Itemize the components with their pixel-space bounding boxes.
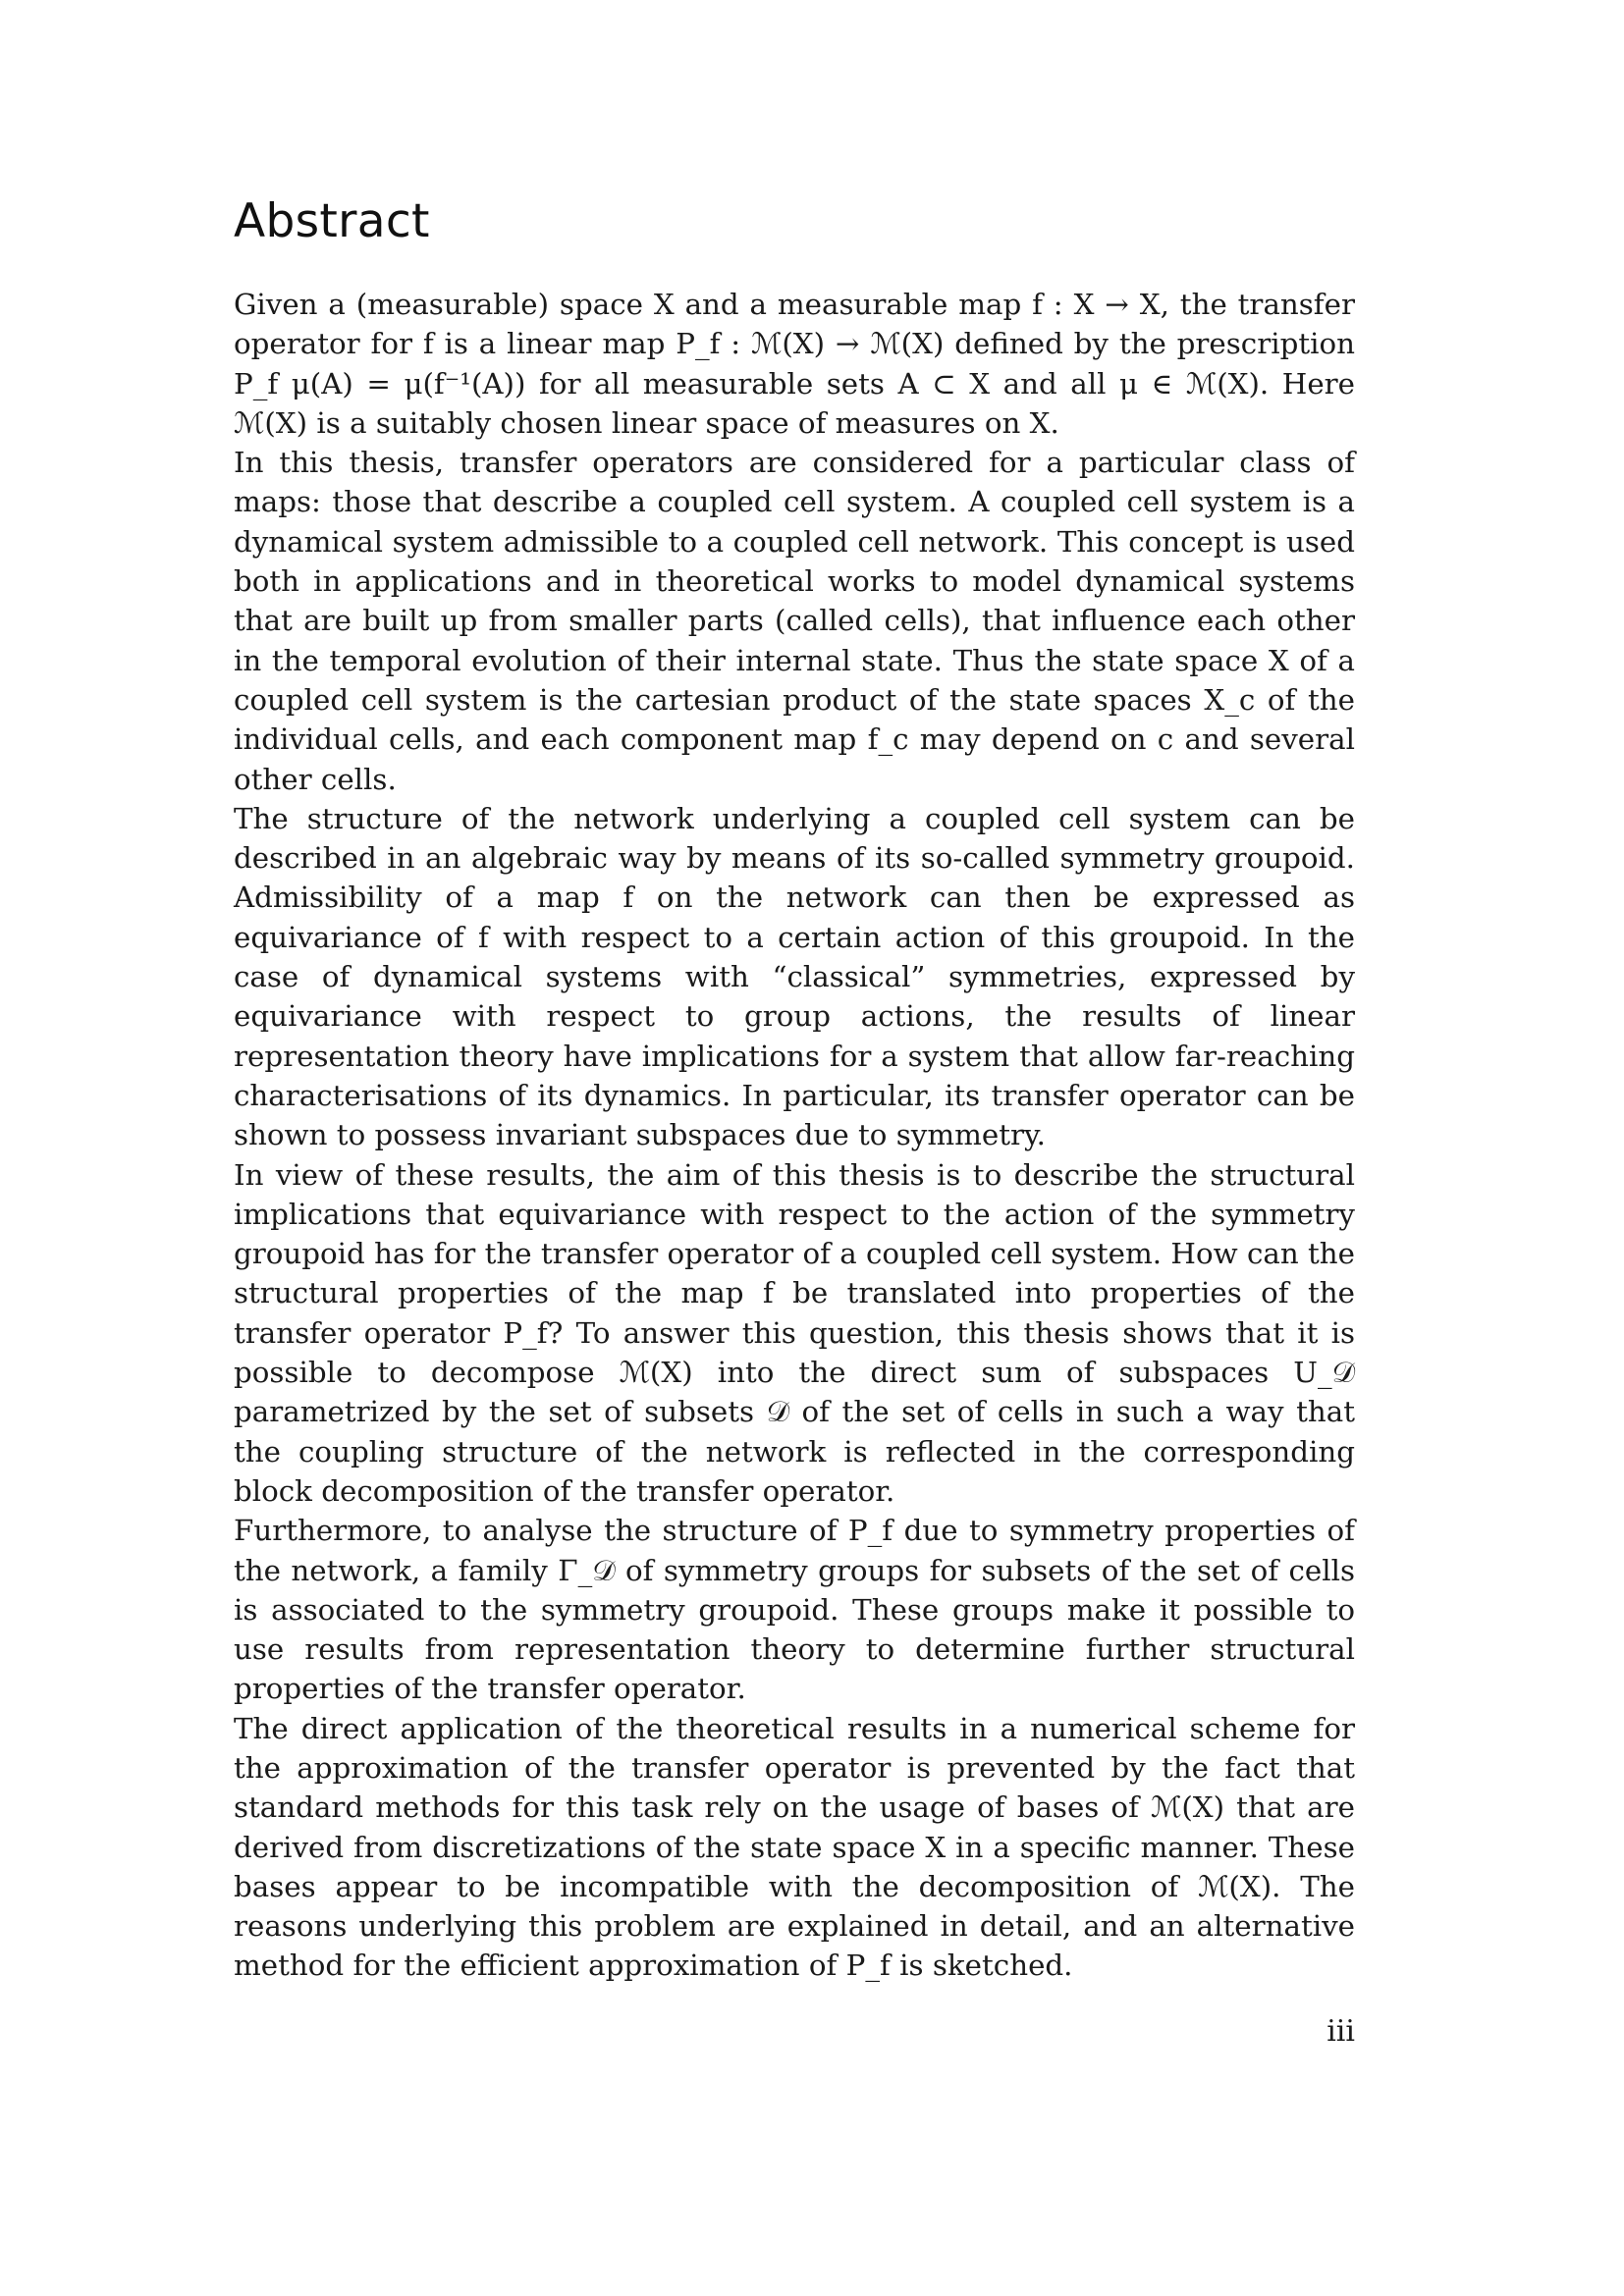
abstract-paragraph-6: The direct application of the theoretical results in a numerical scheme for the approximation of the transfer operator is prevented by the fact that standard methods for this task rely on the usage of bases of ℳ(X) that are derived from discretizations of the state space X in a specific manner. These bases appear to be incompatible with the decomposition of ℳ(X). The reasons underlying this problem are explained in detail, and an alternative method for the efficient approximation of P_f is sketched.	[234, 1711, 1355, 1983]
abstract-paragraph-4: In view of these results, the aim of this thesis is to describe the structural implications that equivariance with respect to the action of the symmetry groupoid has for the transfer operator of a coupled cell system. How can the structural properties of the map f be translated into properties of the transfer operator P_f? To answer this question, this thesis shows that it is possible to decompose ℳ(X) into the direct sum of subspaces U_𝒟 parametrized by the set of subsets 𝒟 of the set of cells in such a way that the coupling structure of the network is reflected in the corresponding block decomposition of the transfer operator.	[234, 1157, 1356, 1508]
abstract-body	[234, 285, 1355, 1986]
abstract-paragraph-5: Furthermore, to analyse the structure of P_f due to symmetry properties of the network, a family Γ_𝒟 of symmetry groups for subsets of the set of cells is associated to the symmetry groupoid. These groups make it possible to use results from representation theory to determine further structural properties of the transfer operator.	[234, 1514, 1355, 1706]
abstract-paragraph-2: In this thesis, transfer operators are considered for a particular class of maps: those that describe a coupled cell system. A coupled cell system is a dynamical system admissible to a coupled cell network. This concept is used both in applications and in theoretical works to model dynamical systems that are built up from smaller parts (called cells), that influence each other in the temporal evolution of their internal state. Thus the state space X of a coupled cell system is the cartesian product of the state spaces X_c of the individual cells, and each component map f_c may depend on c and several other cells.	[234, 446, 1355, 796]
abstract-paragraph-3: The structure of the network underlying a coupled cell system can be described in an algebraic way by means of its so-called symmetry groupoid. Admissibility of a map f on the network can then be expressed as equivariance of f with respect to a certain action of this groupoid. In the case of dynamical systems with “classical” symmetries, expressed by equivariance with respect to group actions, the results of linear representation theory have implications for a system that allow far-reaching characterisations of its dynamics. In particular, its transfer operator can be shown to possess invariant subspaces due to symmetry.	[234, 801, 1355, 1152]
section-heading: Abstract	[234, 194, 430, 248]
abstract-paragraph-1: Given a (measurable) space X and a measurable map f : X → X, the transfer operator for f is a linear map P_f : ℳ(X) → ℳ(X) defined by the prescription P_f μ(A) = μ(f⁻¹(A)) for all measurable sets A ⊂ X and all μ ∈ ℳ(X). Here ℳ(X) is a suitably chosen linear space of measures on X.	[234, 288, 1355, 440]
page-number: iii	[1326, 2014, 1355, 2049]
